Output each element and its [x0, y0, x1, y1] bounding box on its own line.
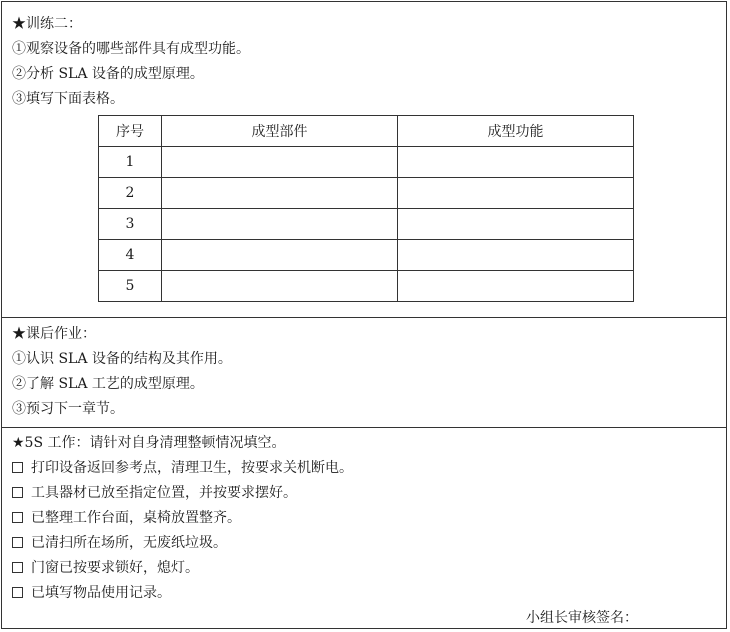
function-cell[interactable] — [398, 147, 634, 178]
header-part: 成型部件 — [162, 116, 398, 147]
function-cell[interactable] — [398, 240, 634, 271]
function-cell[interactable] — [398, 271, 634, 302]
row-number: 4 — [99, 240, 162, 271]
checklist-item[interactable]: 已清扫所在场所，无废纸垃圾。 — [12, 533, 227, 553]
header-function: 成型功能 — [398, 116, 634, 147]
signature-label: 小组长审核签名： — [526, 610, 638, 626]
checklist-item[interactable]: 已整理工作台面，桌椅放置整齐。 — [12, 508, 241, 528]
row-number: 2 — [99, 178, 162, 209]
checklist-item[interactable]: 门窗已按要求锁好，熄灯。 — [12, 558, 199, 578]
checkbox[interactable] — [12, 562, 23, 573]
homework-item-3: ③预习下一章节。 — [12, 401, 124, 417]
part-cell[interactable] — [162, 178, 398, 209]
worksheet — [1, 1, 727, 629]
row-number: 5 — [99, 271, 162, 302]
checkbox[interactable] — [12, 587, 23, 598]
part-cell[interactable] — [162, 271, 398, 302]
table-row — [99, 209, 634, 240]
parts-table — [98, 115, 634, 302]
homework-section — [2, 318, 726, 428]
training-item-1: ①观察设备的哪些部件具有成型功能。 — [12, 41, 250, 57]
header-number: 序号 — [99, 116, 162, 147]
part-cell[interactable] — [162, 147, 398, 178]
row-number: 1 — [99, 147, 162, 178]
homework-item-2: ②了解 SLA 工艺的成型原理。 — [12, 376, 204, 392]
checklist-item[interactable]: 工具器材已放至指定位置，并按要求摆好。 — [12, 483, 297, 503]
homework-item-1: ①认识 SLA 设备的结构及其作用。 — [12, 351, 232, 367]
five-s-heading: ★5S 工作：请针对自身清理整顿情况填空。 — [12, 435, 286, 451]
checklist-item[interactable]: 打印设备返回参考点，清理卫生，按要求关机断电。 — [12, 458, 353, 478]
checklist-item[interactable]: 已填写物品使用记录。 — [12, 583, 171, 603]
checkbox[interactable] — [12, 512, 23, 523]
part-cell[interactable] — [162, 240, 398, 271]
homework-heading: ★课后作业： — [12, 326, 96, 342]
checkbox[interactable] — [12, 487, 23, 498]
table-row — [99, 147, 634, 178]
row-number: 3 — [99, 209, 162, 240]
table-row — [99, 240, 634, 271]
training-heading: ★训练二： — [12, 16, 82, 32]
checkbox[interactable] — [12, 462, 23, 473]
table-row — [99, 271, 634, 302]
function-cell[interactable] — [398, 209, 634, 240]
training-item-2: ②分析 SLA 设备的成型原理。 — [12, 66, 204, 82]
function-cell[interactable] — [398, 178, 634, 209]
five-s-section — [2, 428, 726, 630]
training-item-3: ③填写下面表格。 — [12, 91, 124, 107]
part-cell[interactable] — [162, 209, 398, 240]
table-header-row — [99, 116, 634, 147]
checkbox[interactable] — [12, 537, 23, 548]
training-section — [2, 2, 726, 318]
table-row — [99, 178, 634, 209]
